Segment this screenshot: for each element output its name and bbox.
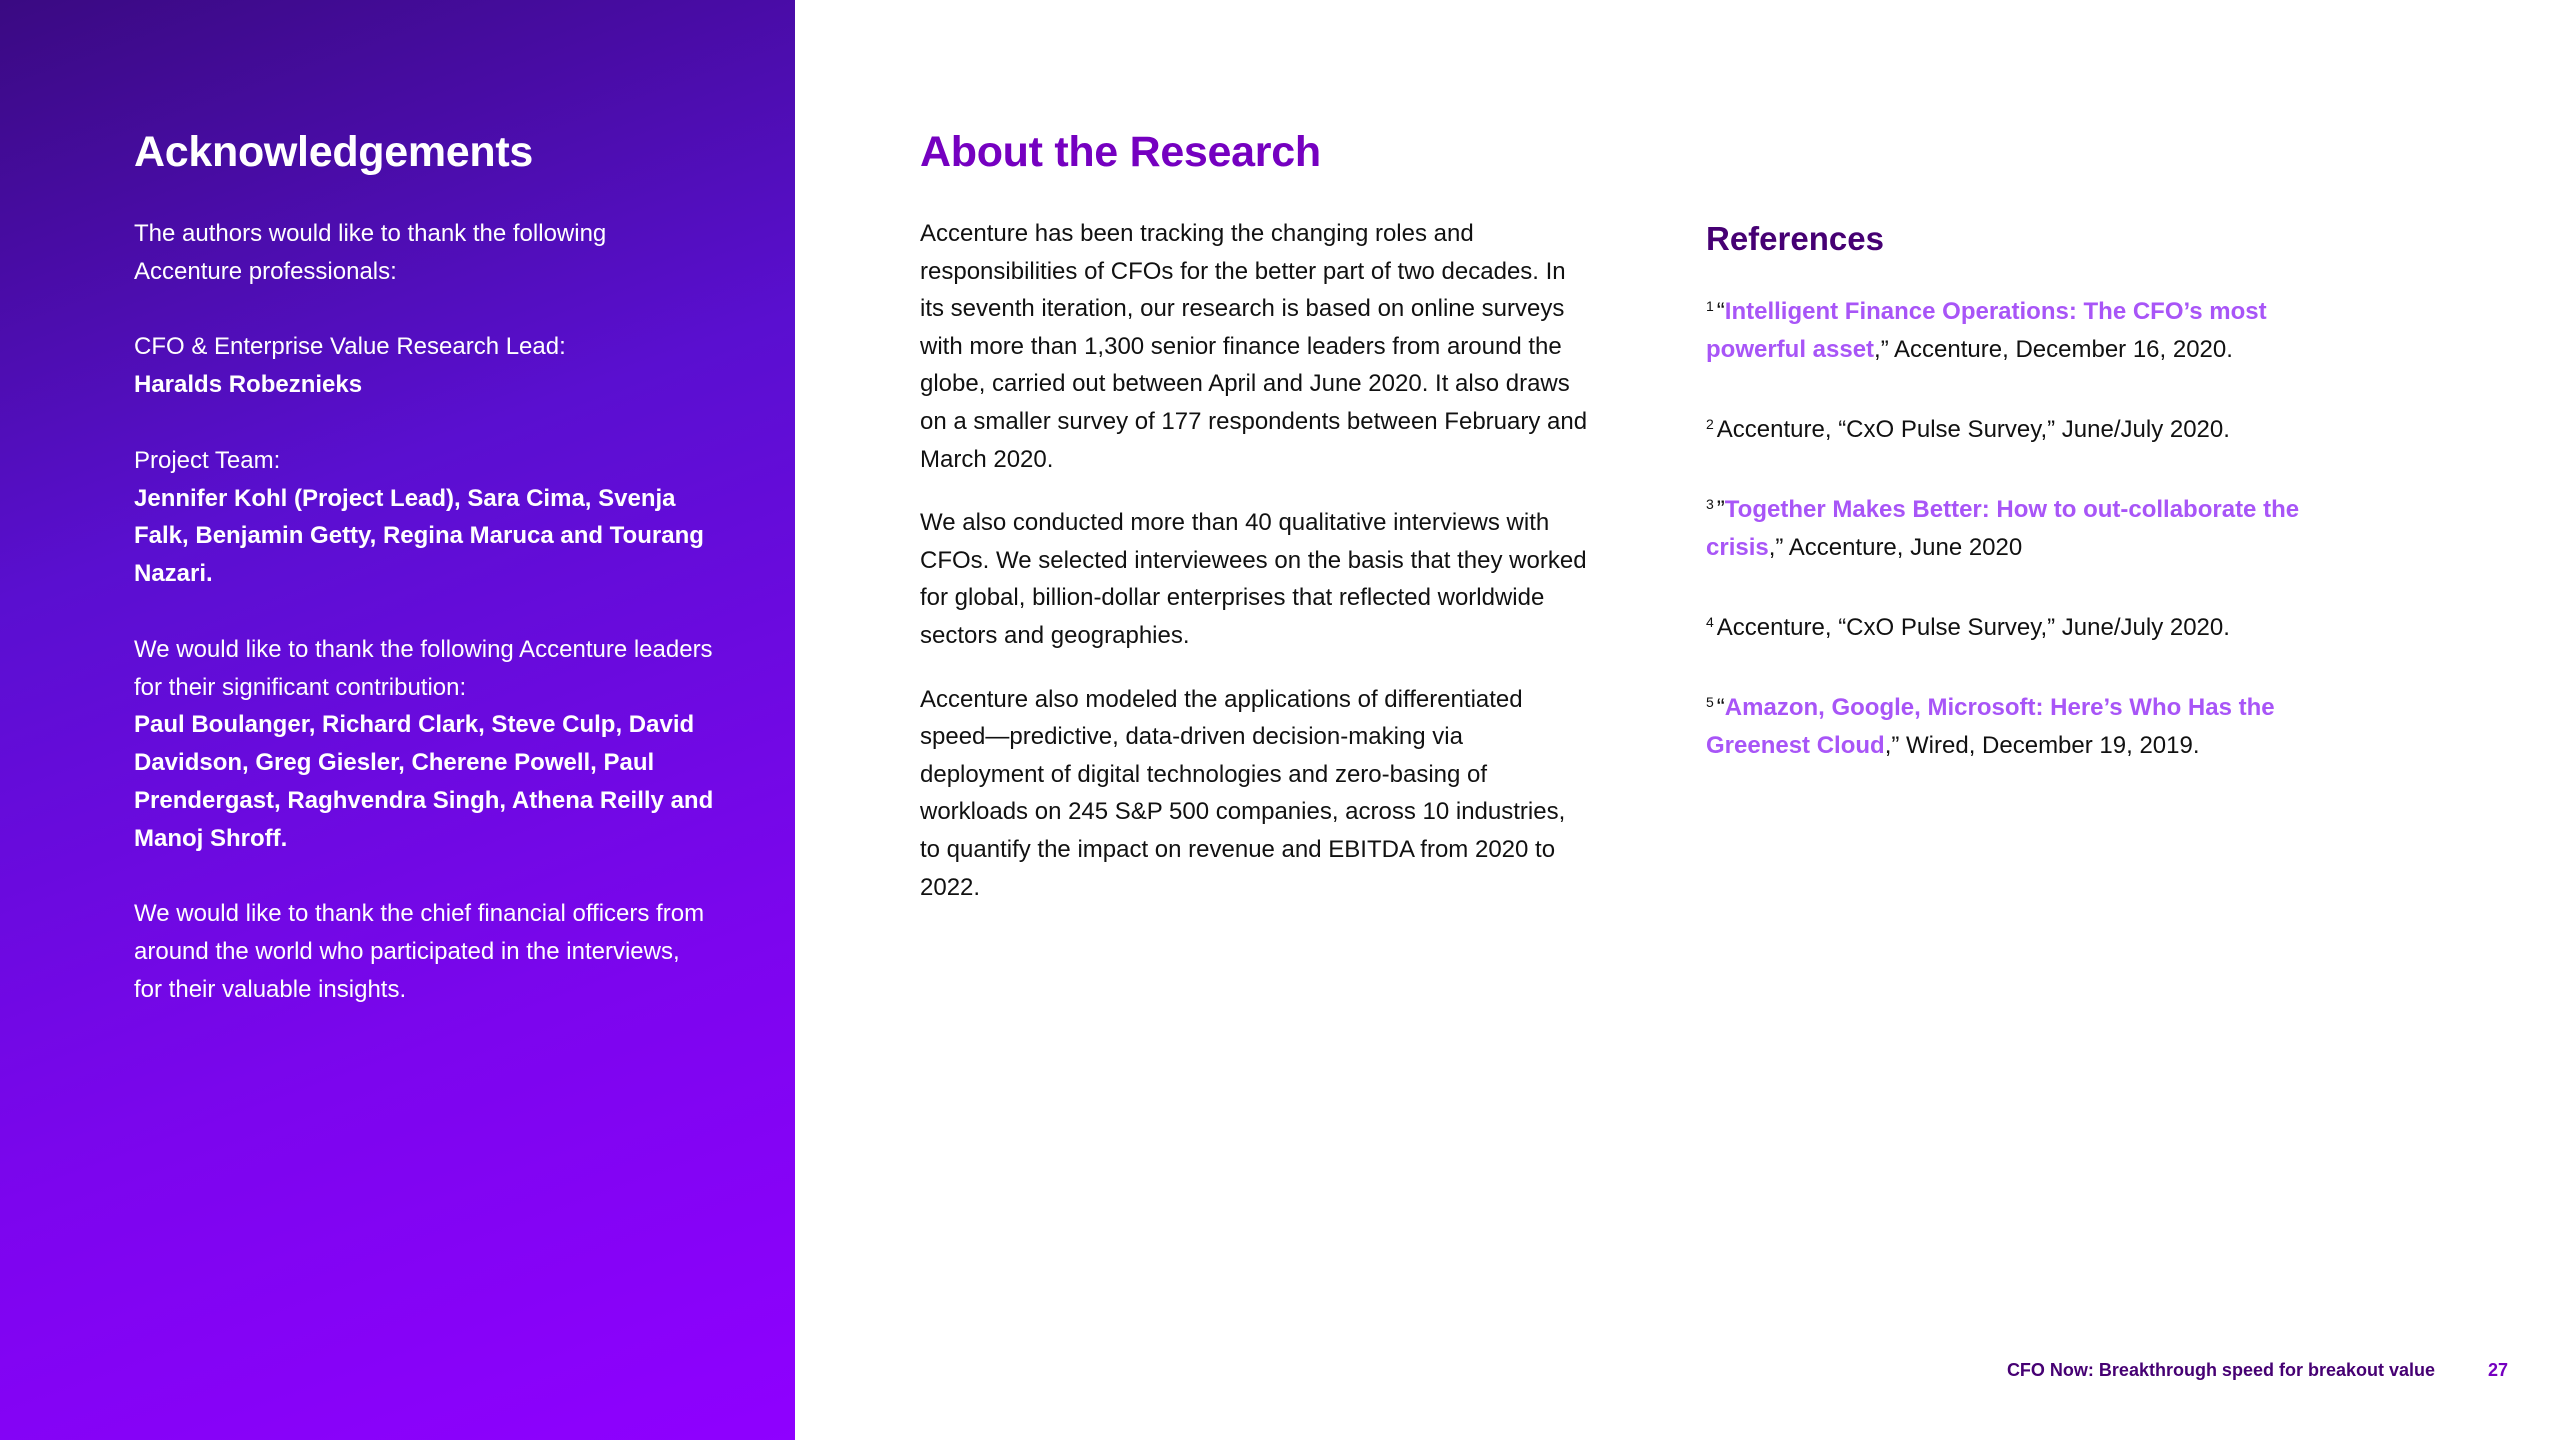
acknowledgements-panel	[0, 0, 795, 1440]
reference-item	[1706, 684, 2336, 764]
ack-leaders-names: Paul Boulanger, Richard Clark, Steve Culp, David Davidson, Greg Giesler, Cherene Powell, Paul Prendergast, Raghvendra Singh, Athena Reilly and Manoj Shroff.	[134, 711, 714, 852]
reference-open-quote: ”	[1716, 495, 1725, 523]
reference-source: Accenture, “CxO Pulse Survey,” June/July 2020.	[1716, 613, 2230, 641]
footer-document-title: CFO Now: Breakthrough speed for breakout value	[2006, 1360, 2435, 1380]
about-paragraph: Accenture has been tracking the changing roles and responsibilities of CFOs for the better part of two decades. In its seventh iteration, our research is based on online surveys with more than 1,300 senior finance leaders from around the globe, carried out between April and June 2020. It also draws on a smaller survey of 177 respondents between February and March 2020.	[920, 220, 1588, 473]
ack-lead-block	[134, 328, 714, 404]
acknowledgements-body	[134, 215, 714, 1047]
reference-source: ,” Accenture, December 16, 2020.	[1874, 335, 2233, 363]
references-title: References	[1706, 220, 1884, 257]
references-list	[1706, 288, 2336, 802]
reference-open-quote: “	[1716, 693, 1725, 721]
reference-link[interactable]: Intelligent Finance Operations: The CFO’s most powerful asset	[1706, 298, 2267, 363]
ack-leaders-label: We would like to thank the following Accenture leaders for their significant contribution:	[134, 635, 713, 701]
reference-source: ,” Accenture, June 2020	[1768, 533, 2023, 561]
reference-link[interactable]: Together Makes Better: How to out-collaborate the crisis	[1706, 495, 2300, 561]
reference-item	[1706, 486, 2336, 566]
reference-number: 2	[1706, 415, 1714, 432]
ack-lead-label: CFO & Enterprise Value Research Lead:	[134, 333, 566, 361]
about-research-title: About the Research	[920, 128, 1321, 176]
ack-closing: We would like to thank the chief financial officers from around the world who participated in the interviews, for their valuable insights.	[134, 900, 705, 1003]
footer-page-number: 27	[2487, 1360, 2508, 1380]
reference-item	[1706, 406, 2336, 449]
reference-item	[1706, 288, 2336, 368]
reference-number: 3	[1706, 495, 1714, 512]
acknowledgements-title: Acknowledgements	[134, 128, 534, 176]
about-research-body	[920, 215, 1590, 932]
about-paragraph: Accenture also modeled the applications of differentiated speed—predictive, data-driven decision-making via deployment of digital technologies and zero-basing of workloads on 245 S&P 500 companies, across 10 industries, to quantify the impact on revenue and EBITDA from 2020 to 2022.	[920, 685, 1566, 901]
ack-lead-name: Haralds Robeznieks	[134, 371, 363, 399]
ack-team-block	[134, 442, 714, 593]
ack-leaders-block	[134, 631, 714, 858]
ack-team-names: Jennifer Kohl (Project Lead), Sara Cima, Svenja Falk, Benjamin Getty, Regina Maruca and Tourang Nazari.	[134, 484, 704, 588]
reference-source: ,” Wired, December 19, 2019.	[1884, 731, 2200, 759]
about-paragraph: We also conducted more than 40 qualitative interviews with CFOs. We selected interviewees on the basis that they worked for global, billion-dollar enterprises that reflected worldwide sectors and geographies.	[920, 509, 1587, 649]
reference-item	[1706, 604, 2336, 647]
ack-intro: The authors would like to thank the following Accenture professionals:	[134, 220, 607, 285]
reference-number: 4	[1706, 613, 1714, 630]
reference-number: 5	[1706, 693, 1714, 710]
reference-number: 1	[1706, 298, 1714, 314]
reference-open-quote: “	[1716, 298, 1725, 325]
reference-link[interactable]: Amazon, Google, Microsoft: Here’s Who Has the Greenest Cloud	[1706, 693, 2275, 759]
ack-team-label: Project Team:	[134, 446, 281, 474]
reference-source: Accenture, “CxO Pulse Survey,” June/July 2020.	[1716, 415, 2230, 443]
